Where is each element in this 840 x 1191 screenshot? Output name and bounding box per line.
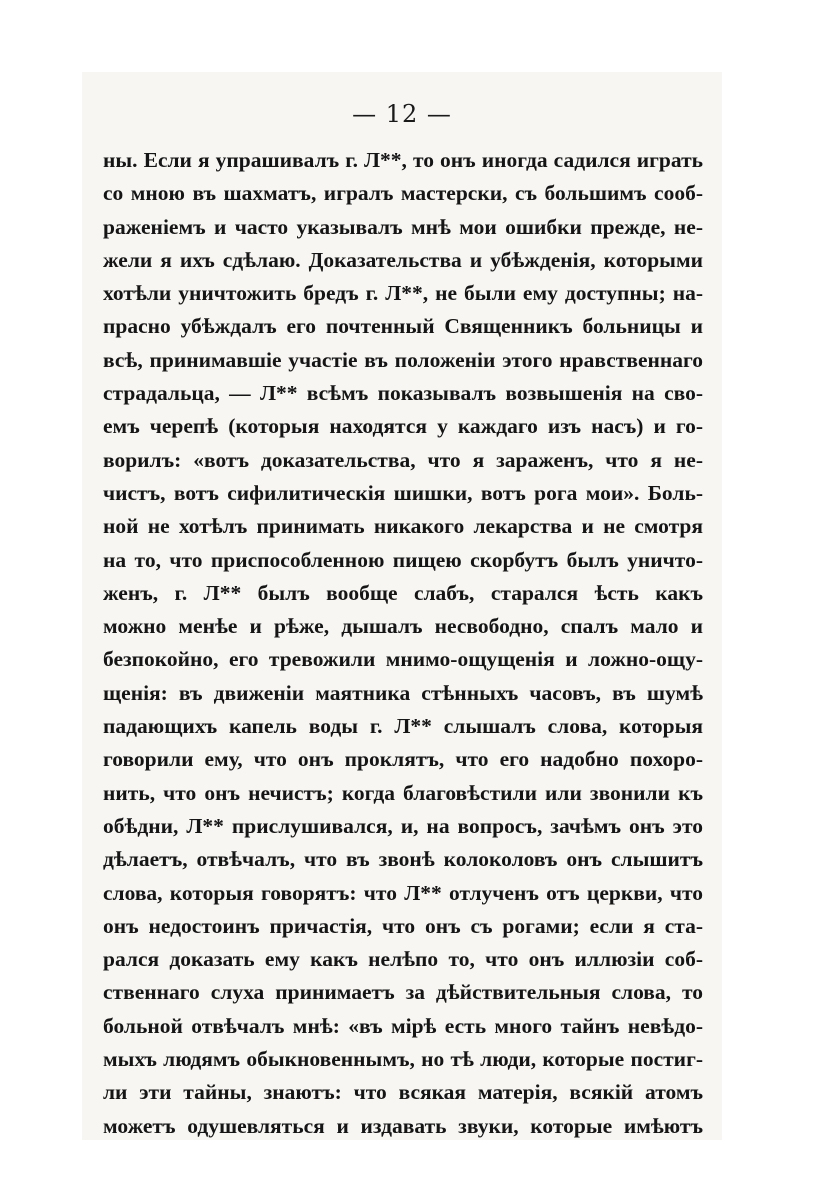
text-line: можетъ одушевляться и издавать звуки, которые имѣютъ — [103, 1113, 703, 1138]
text-line: больной отвѣчалъ мнѣ: «въ мірѣ есть много тайнъ невѣдо- — [103, 1013, 703, 1038]
text-line: онъ недостоинъ причастія, что онъ съ рогами; если я ста- — [103, 913, 703, 938]
text-line: всѣ, принимавшіе участіе въ положеніи этого нравственнаго — [103, 347, 703, 372]
body-text — [103, 144, 703, 1143]
text-line: прасно убѣждалъ его почтенный Священникъ больницы и — [103, 314, 703, 339]
text-line: слова, которыя говорятъ: что Л** отлученъ отъ церкви, что — [103, 880, 703, 905]
text-line: емъ черепѣ (которыя находятся у каждаго изъ насъ) и го- — [103, 414, 703, 439]
text-line: ственнаго слуха принимаетъ за дѣйствительныя слова, то — [103, 980, 703, 1005]
page-number: — 12 — — [352, 100, 452, 128]
text-line: жели я ихъ сдѣлаю. Доказательства и убѣжденія, которыми — [103, 247, 703, 272]
text-line: обѣдни, Л** прислушивался, и, на вопросъ, зачѣмъ онъ это — [103, 813, 703, 838]
text-line: ворилъ: «вотъ доказательства, что я зараженъ, что я не- — [103, 447, 703, 472]
text-line: ли эти тайны, знаютъ: что всякая матерія, всякій атомъ — [103, 1080, 703, 1105]
text-line: ной не хотѣлъ принимать никакого лекарства и не смотря — [103, 514, 703, 539]
text-line: рался доказать ему какъ нелѣпо то, что онъ иллюзіи соб- — [103, 947, 703, 972]
text-line: со мною въ шахматъ, игралъ мастерски, съ большимъ сооб- — [103, 181, 703, 206]
text-line: нить, что онъ нечистъ; когда благовѣстили или звонили къ — [103, 780, 703, 805]
text-line: на то, что приспособленною пищею скорбутъ былъ уничто- — [103, 547, 703, 572]
text-line: дѣлаетъ, отвѣчалъ, что въ звонѣ колоколовъ онъ слышитъ — [103, 847, 703, 872]
text-line: страдальца, — Л** всѣмъ показывалъ возвышенія на сво- — [103, 381, 703, 406]
text-line: безпокойно, его тревожили мнимо-ощущенія и ложно-ощу- — [103, 647, 703, 672]
text-line: раженіемъ и часто указывалъ мнѣ мои ошибки прежде, не- — [103, 214, 703, 239]
book-page — [82, 72, 722, 1140]
text-line: хотѣли уничтожить бредъ г. Л**, не были ему доступны; на- — [103, 281, 703, 306]
text-line: женъ, г. Л** былъ вообще слабъ, старался ѣсть какъ — [103, 580, 703, 605]
text-line: щенія: въ движеніи маятника стѣнныхъ часовъ, въ шумѣ — [103, 680, 703, 705]
text-line: говорили ему, что онъ проклятъ, что его надобно похоро- — [103, 747, 703, 772]
text-line: мыхъ людямъ обыкновеннымъ, но тѣ люди, которые постиг- — [103, 1047, 703, 1072]
text-line: падающихъ капель воды г. Л** слышалъ слова, которыя — [103, 714, 703, 739]
text-line: чистъ, вотъ сифилитическія шишки, вотъ рога мои». Боль- — [103, 480, 703, 505]
text-line: можно менѣе и рѣже, дышалъ несвободно, спалъ мало и — [103, 614, 703, 639]
text-line: ны. Если я упрашивалъ г. Л**, то онъ иногда садился играть — [103, 148, 703, 172]
